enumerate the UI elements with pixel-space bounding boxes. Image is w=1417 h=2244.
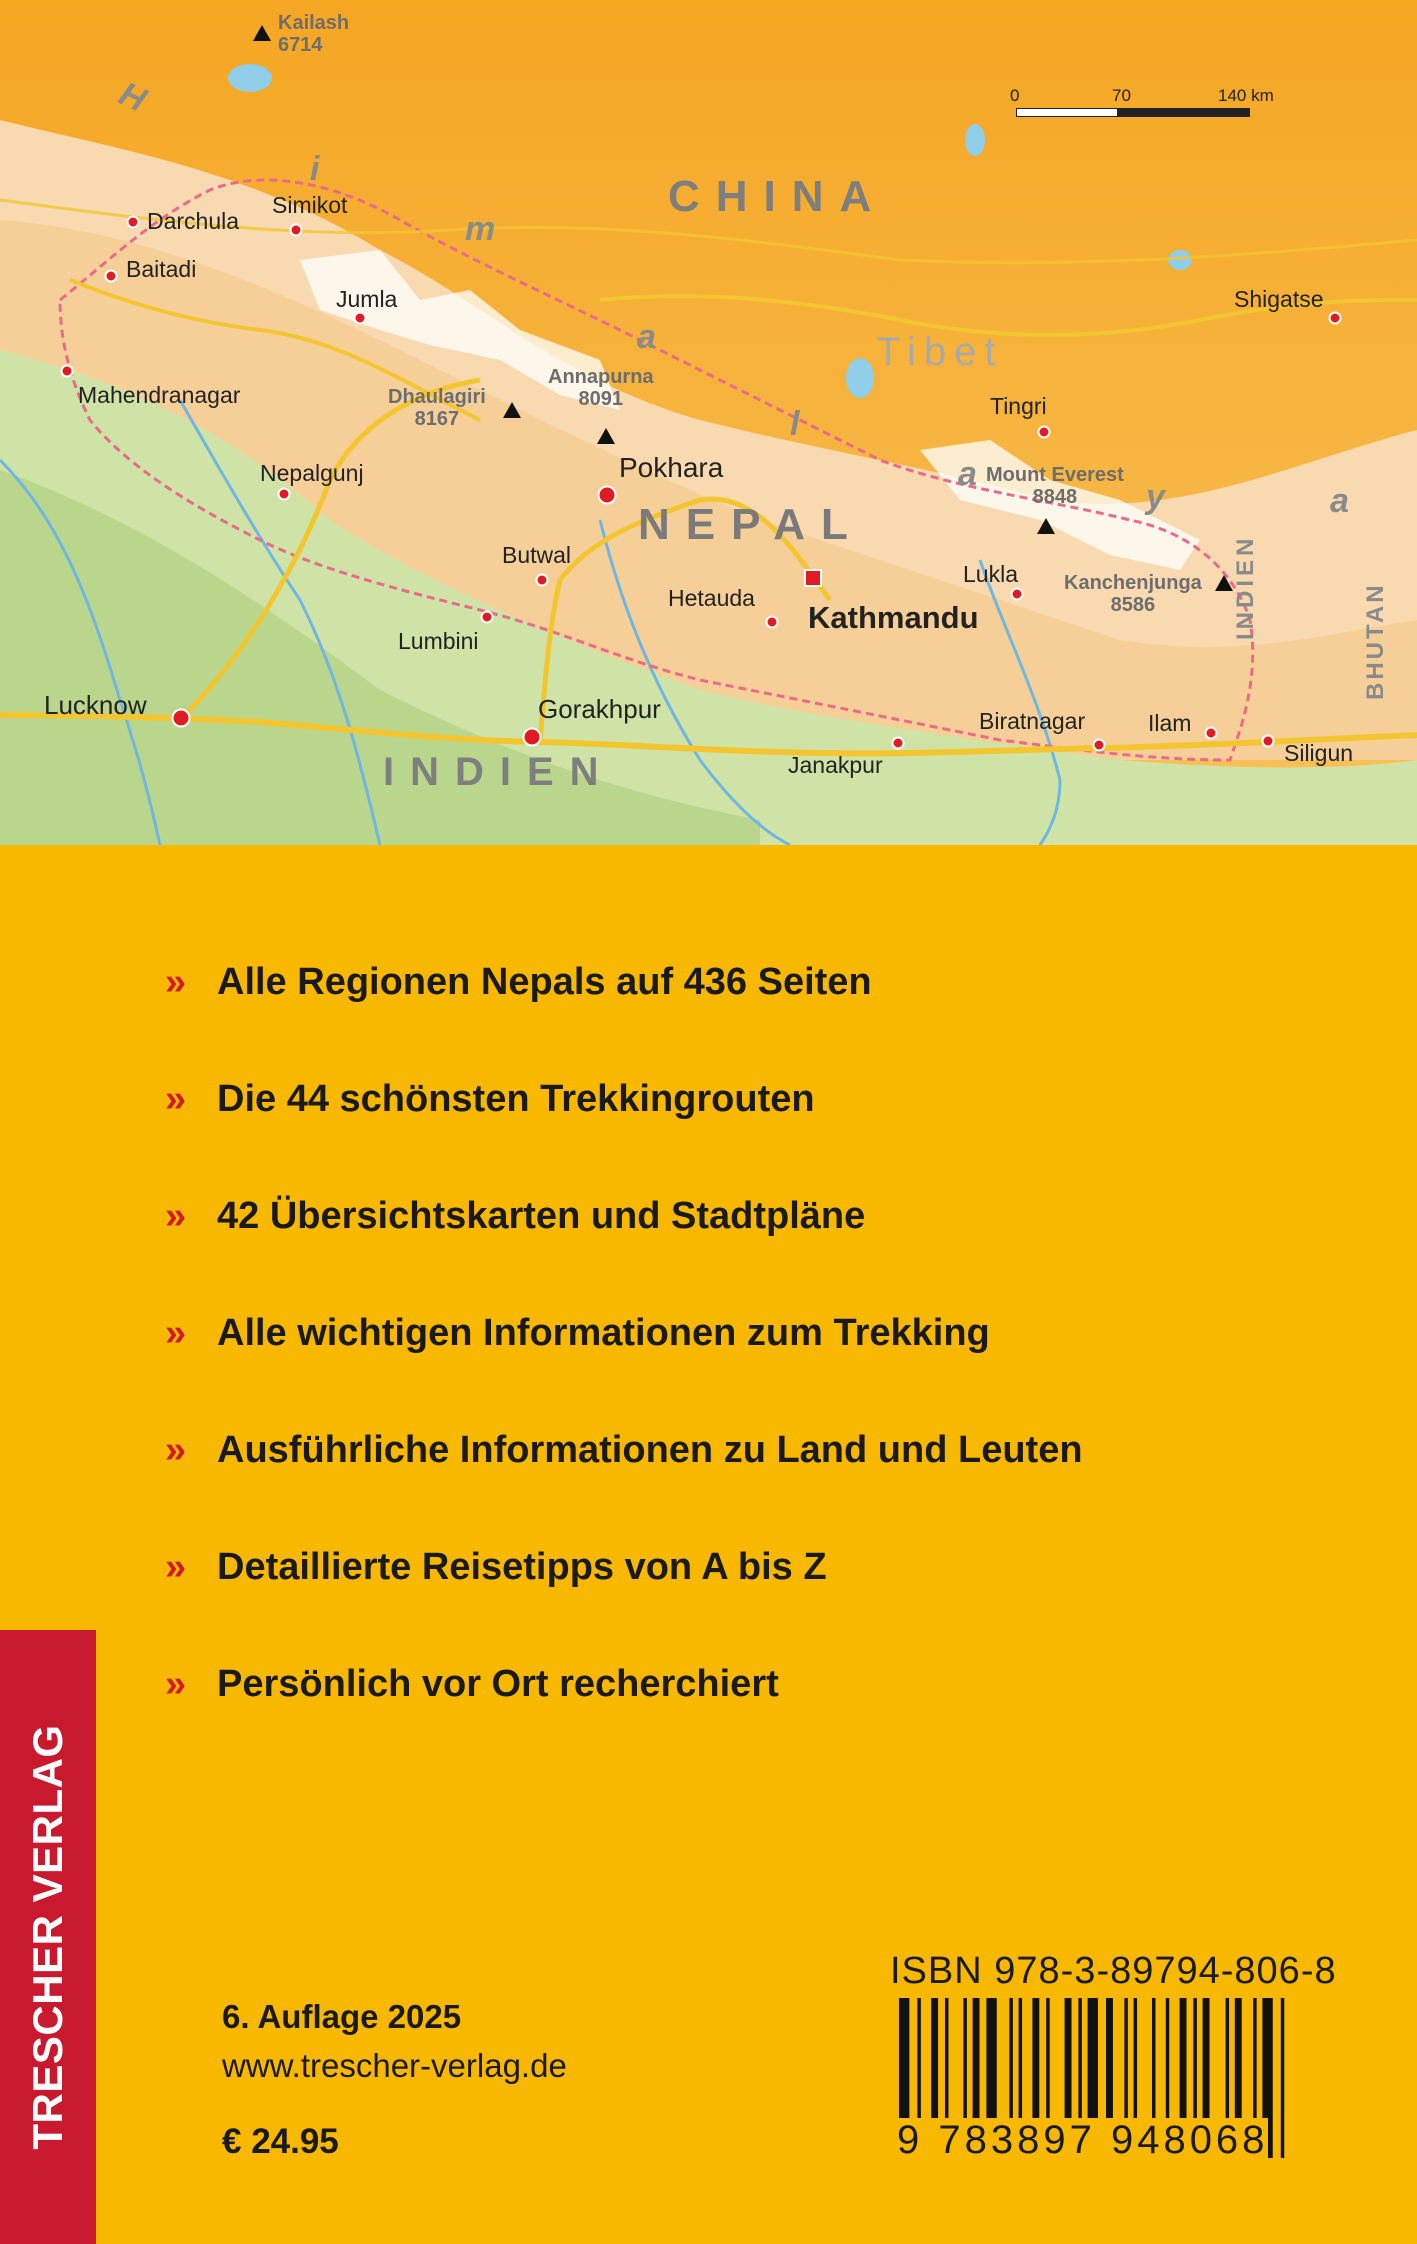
city-dot (892, 737, 905, 750)
publisher-spine (0, 1630, 96, 2244)
feature-item (165, 1078, 1083, 1199)
city-siligun: Siligun (1284, 740, 1354, 766)
feature-item (165, 1429, 1083, 1550)
peak-icon (503, 402, 521, 418)
city-lucknow: Lucknow (44, 690, 147, 720)
city-butwal: Butwal (502, 542, 572, 568)
edition: 6. Auflage 2025 (222, 1998, 462, 2035)
city-dot (536, 574, 549, 587)
publisher-name: TRESCHER VERLAG (24, 1724, 71, 2150)
feature-item (165, 1546, 1083, 1667)
city-baitadi: Baitadi (126, 256, 197, 282)
feature-text: Detaillierte Reisetipps von A bis Z (217, 1546, 827, 1588)
label-nepal: NEPAL (638, 500, 864, 549)
city-kathmandu: Kathmandu (808, 600, 979, 635)
city-dot (1329, 312, 1342, 325)
map-terrain (0, 0, 1417, 845)
city-dot (1011, 588, 1024, 601)
feature-text: Ausführliche Informationen zu Land und Leuten (217, 1429, 1083, 1471)
city-dot (105, 270, 118, 283)
city-hetauda: Hetauda (668, 585, 755, 611)
label-bhutan: BHUTAN (1362, 582, 1389, 700)
peak-kailash: Kailash 6714 (278, 12, 350, 56)
city-dot (290, 224, 303, 237)
capital-marker (804, 569, 822, 587)
scale-segment-light (1016, 108, 1118, 117)
feature-text: Alle Regionen Nepals auf 436 Seiten (217, 961, 872, 1003)
peak-icon (1037, 518, 1055, 534)
feature-text: Persönlich vor Ort recherchiert (217, 1663, 779, 1705)
city-dot (1205, 727, 1218, 740)
city-pokhara: Pokhara (619, 452, 724, 483)
city-dot (172, 709, 191, 728)
himalaya-letter-2: i (310, 150, 320, 188)
city-lumbini: Lumbini (398, 628, 479, 654)
label-india: INDIEN (383, 750, 615, 794)
feature-item (165, 1663, 1083, 1784)
bullet-icon: » (165, 1429, 187, 1471)
city-dot (481, 611, 494, 624)
city-ilam: Ilam (1148, 710, 1192, 736)
city-nepalgunj: Nepalgunj (260, 460, 364, 486)
himalaya-letter-3: m (465, 210, 496, 248)
city-mahendranagar: Mahendranagar (78, 382, 241, 408)
city-dot (278, 488, 291, 501)
city-dot (354, 312, 367, 325)
peak-kanchenjunga: Kanchenjunga 8586 (1064, 572, 1202, 616)
bullet-icon: » (165, 1078, 187, 1120)
city-simikot: Simikot (272, 192, 348, 218)
city-dot (523, 728, 542, 747)
feature-list (165, 961, 1083, 1784)
bullet-icon: » (165, 961, 187, 1003)
city-shigatse: Shigatse (1234, 286, 1324, 312)
price: € 24.95 (222, 2122, 339, 2161)
scale-tick-70: 70 (1112, 86, 1131, 105)
city-dot (61, 365, 74, 378)
city-darchula: Darchula (147, 208, 240, 234)
feature-item (165, 1195, 1083, 1316)
bullet-icon: » (165, 1312, 187, 1354)
scale-segment-dark (1118, 108, 1250, 117)
city-gorakhpur: Gorakhpur (538, 694, 661, 724)
himalaya-letter-4: a (637, 318, 656, 356)
scale-tick-0: 0 (1010, 86, 1020, 105)
barcode-bar (1281, 1998, 1284, 2158)
himalaya-letter-7: y (1146, 478, 1165, 516)
feature-item (165, 1312, 1083, 1433)
isbn-digits: 9 783897 948068 (897, 2118, 1269, 2162)
city-dot (127, 216, 140, 229)
city-dot (598, 486, 617, 505)
feature-text: Alle wichtigen Informationen zum Trekking (217, 1312, 990, 1354)
peak-icon (597, 428, 615, 444)
website-link[interactable]: www.trescher-verlag.de (222, 2047, 567, 2084)
city-dot (1038, 426, 1051, 439)
peak-annapurna: Annapurna 8091 (548, 366, 654, 410)
city-jumla: Jumla (336, 286, 398, 312)
city-lukla: Lukla (963, 561, 1018, 587)
peak-dhaulagiri: Dhaulagiri 8167 (388, 386, 486, 430)
feature-item (165, 961, 1083, 1082)
feature-text: Die 44 schönsten Trekkingrouten (217, 1078, 815, 1120)
scale-tick-140: 140 km (1218, 86, 1274, 105)
feature-text: 42 Übersichtskarten und Stadtpläne (217, 1195, 866, 1237)
city-dot (1262, 735, 1275, 748)
city-biratnagar: Biratnagar (979, 708, 1086, 734)
himalaya-letter-1: H (113, 74, 152, 120)
map-of-nepal (0, 0, 1417, 845)
himalaya-letter-5: l (790, 405, 800, 443)
city-dot (766, 616, 779, 629)
city-dot (1093, 739, 1106, 752)
label-china: CHINA (668, 172, 888, 221)
label-tibet: Tibet (876, 330, 1004, 374)
peak-everest: Mount Everest 8848 (986, 464, 1124, 508)
city-janakpur: Janakpur (788, 752, 883, 778)
peak-icon (1215, 575, 1233, 591)
himalaya-letter-6: a (958, 455, 977, 493)
peak-icon (253, 25, 271, 41)
city-tingri: Tingri (990, 393, 1047, 419)
label-india-east: INDIEN (1232, 534, 1259, 640)
bullet-icon: » (165, 1546, 187, 1588)
bullet-icon: » (165, 1195, 187, 1237)
bullet-icon: » (165, 1663, 187, 1705)
himalaya-letter-8: a (1330, 482, 1349, 520)
isbn-label: ISBN 978-3-89794-806-8 (890, 1950, 1337, 1992)
